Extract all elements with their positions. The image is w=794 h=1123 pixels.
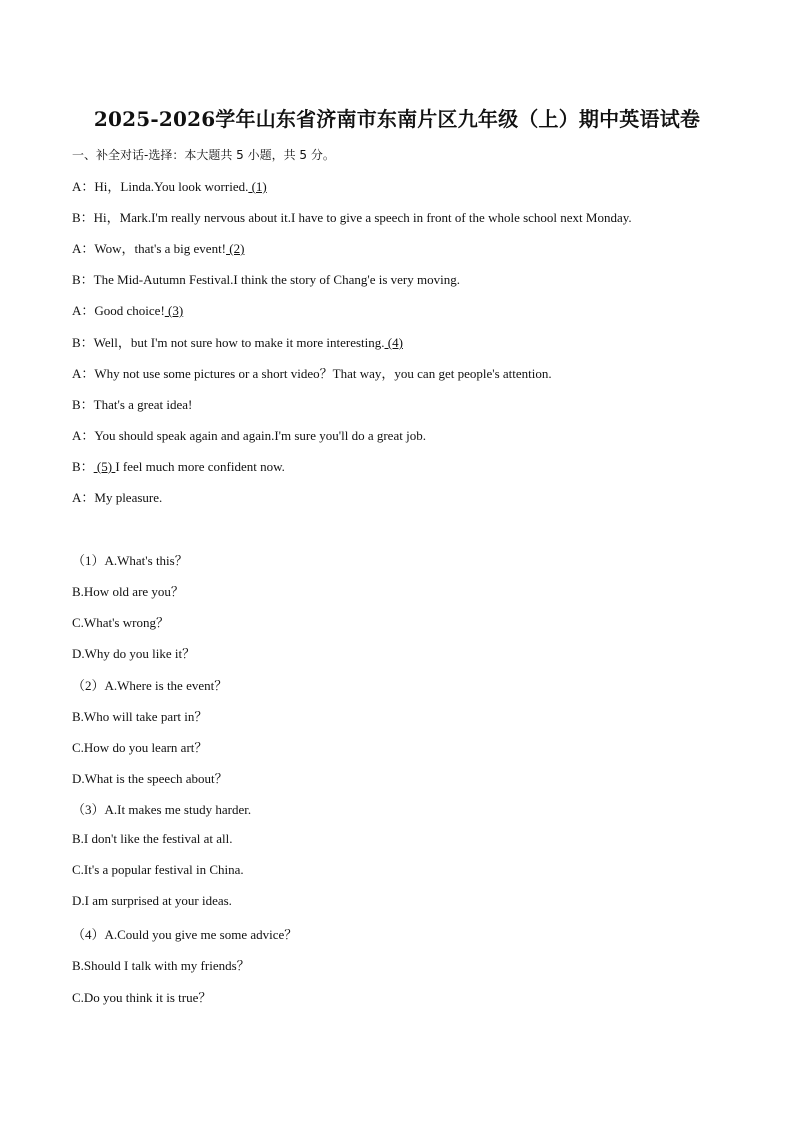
dialogue-text: Why not use some pictures or a short video？That way，you can get people's attention.: [94, 366, 552, 381]
blank-marker: (5): [93, 459, 116, 474]
dialogue-line: [72, 207, 632, 226]
speaker-label: B：: [72, 210, 94, 225]
dialogue-text: Wow，that's a big event!: [94, 241, 227, 256]
blank-marker: (2): [226, 241, 245, 256]
dialogue-text: Good choice!: [94, 303, 165, 318]
dialogue-text: That's a great idea!: [93, 397, 193, 412]
speaker-label: A：: [72, 179, 95, 194]
speaker-label: B：: [72, 397, 94, 412]
option-item: （4）A.Could you give me some advice？: [72, 927, 298, 942]
option-item: B.Who will take part in？: [72, 709, 208, 724]
section-heading: 一、补全对话-选择：本大题共 5 小题，共 5 分。: [72, 148, 335, 162]
option-item: B.I don't like the festival at all.: [72, 831, 233, 846]
speaker-label: A：: [72, 366, 95, 381]
dialogue-text: Hi，Linda.You look worried.: [94, 179, 249, 194]
blank-marker: (4): [384, 335, 403, 350]
speaker-label: A：: [72, 428, 95, 443]
dialogue-line: [72, 176, 267, 195]
option-item: （3）A.It makes me study harder.: [72, 802, 252, 817]
option-item: C.Do you think it is true？: [72, 990, 212, 1005]
speaker-label: B：: [72, 335, 94, 350]
speaker-label: A：: [72, 490, 95, 505]
dialogue-text: Well，but I'm not sure how to make it more interesting.: [93, 335, 385, 350]
option-item: （1）A.What's this？: [72, 553, 188, 568]
dialogue-line: [72, 332, 403, 351]
option-item: C.It's a popular festival in China.: [72, 862, 244, 877]
blank-marker: (3): [164, 303, 184, 318]
dialogue-line: [72, 425, 426, 444]
option-item: C.How do you learn art？: [72, 740, 208, 755]
option-item: （2）A.Where is the event？: [72, 678, 228, 693]
dialogue-text: The Mid-Autumn Festival.I think the story of Chang'e is very moving.: [93, 272, 460, 287]
dialogue-line: [72, 363, 552, 382]
speaker-label: A：: [72, 241, 95, 256]
speaker-label: B：: [72, 272, 94, 287]
page-title: 2025-2026学年山东省济南市东南片区九年级（上）期中英语试卷: [93, 107, 701, 131]
dialogue-line: [72, 487, 162, 506]
dialogue-line: [72, 238, 244, 257]
dialogue-line: [72, 456, 285, 475]
option-item: D.Why do you like it？: [72, 646, 196, 661]
dialogue-text: You should speak again and again.I'm sure you'll do a great job.: [94, 428, 426, 443]
speaker-label: B：: [72, 459, 94, 474]
option-item: B.Should I talk with my friends？: [72, 958, 250, 973]
dialogue-line: [72, 269, 460, 288]
option-item: B.How old are you？: [72, 584, 184, 599]
speaker-label: A：: [72, 303, 95, 318]
dialogue-text: Hi，Mark.I'm really nervous about it.I have to give a speech in front of the whole school next Monday.: [93, 210, 632, 225]
dialogue-line: [72, 394, 192, 413]
option-item: D.I am surprised at your ideas.: [72, 893, 232, 908]
option-item: C.What's wrong？: [72, 615, 169, 630]
option-item: D.What is the speech about？: [72, 771, 228, 786]
blank-marker: (1): [248, 179, 267, 194]
dialogue-text: My pleasure.: [94, 490, 163, 505]
dialogue-line: [72, 300, 183, 319]
dialogue-text: I feel much more confident now.: [115, 459, 285, 474]
